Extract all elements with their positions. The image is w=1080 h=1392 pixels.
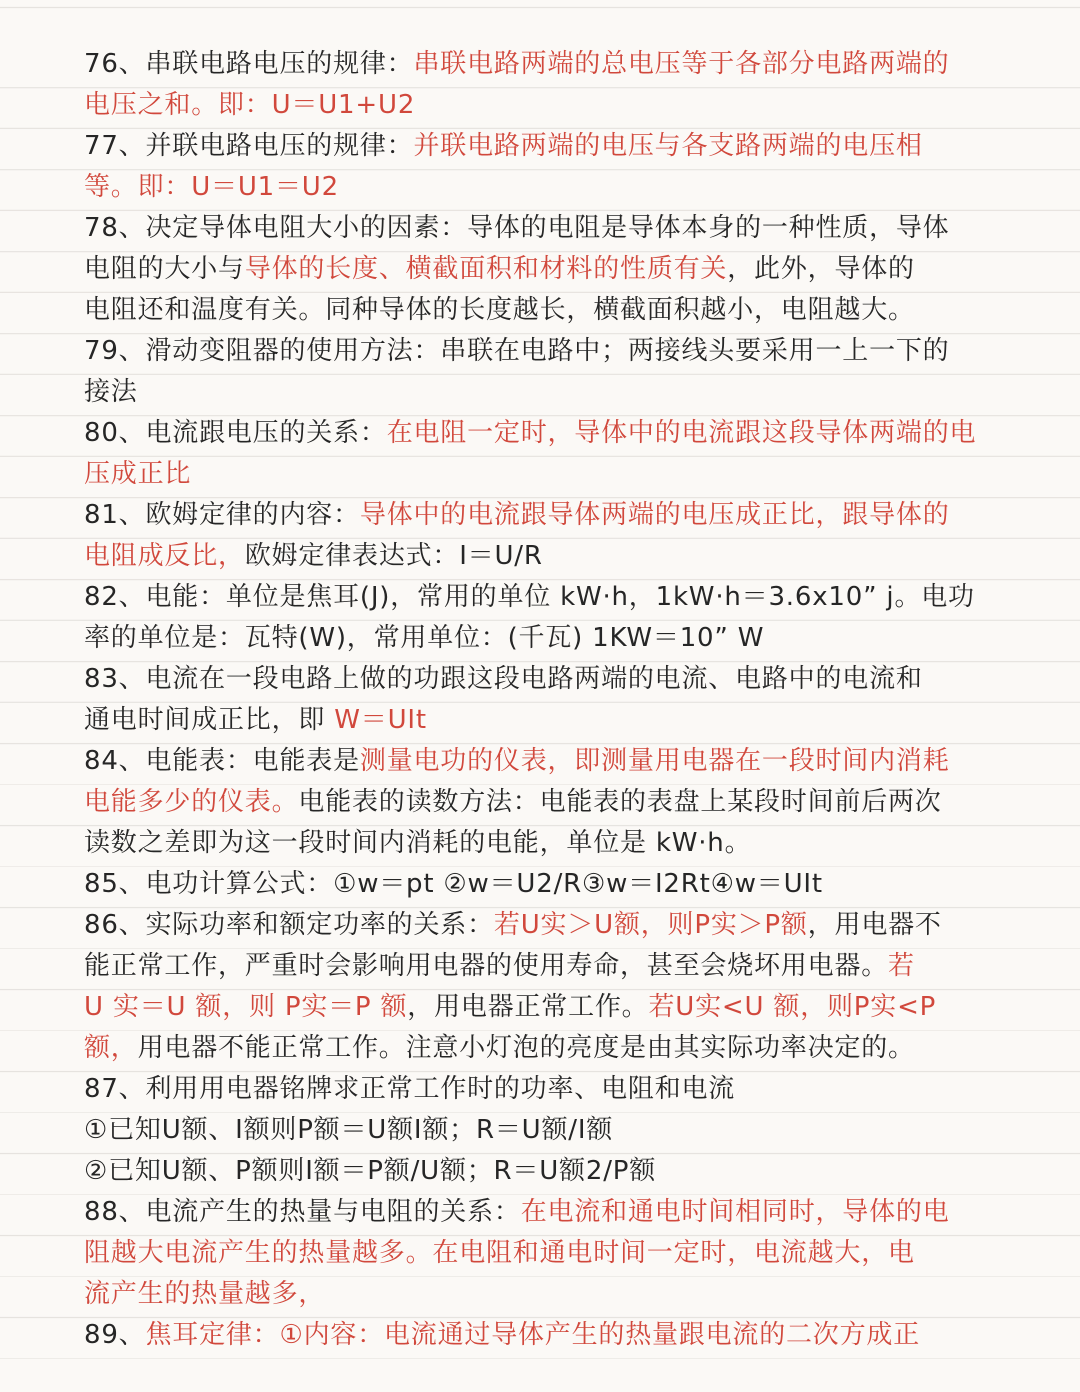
note-line [84,249,994,290]
highlighted-text: 阻越大电流产生的热量越多。在电阻和通电时间一定时，电流越大，电 [84,1238,915,1268]
highlighted-text: 若U实<U 额，则P实<P [648,992,937,1022]
note-text: 能正常工作，严重时会影响用电器的使用寿命，甚至会烧坏用电器。 [84,951,889,981]
note-text: 77、并联电路电压的规律： [84,131,414,161]
note-text: 84、电能表：电能表是 [84,746,360,776]
note-text: 电阻的大小与 [84,254,245,284]
note-text: 80、电流跟电压的关系： [84,418,387,448]
note-line [84,946,994,987]
note-text: 89、 [84,1320,146,1350]
highlighted-text: 导体的长度、横截面积和材料的性质有关 [244,254,728,284]
note-text: 86、实际功率和额定功率的关系： [84,910,494,940]
note-line [84,577,994,618]
note-line [84,905,994,946]
note-line [84,290,994,331]
highlighted-text: 电阻成反比， [84,541,245,571]
note-text: 79、滑动变阻器的使用方法：串联在电路中；两接线头要采用一上一下的 [84,336,950,366]
note-text: ，此外，导体的 [727,254,915,284]
note-text: ②已知U额、P额则I额＝P额/U额；R＝U额2/P额 [84,1156,657,1186]
note-text: 88、电流产生的热量与电阻的关系： [84,1197,521,1227]
note-line [84,331,994,372]
note-text: 78、决定导体电阻大小的因素：导体的电阻是导体本身的一种性质，导体 [84,213,950,243]
highlighted-text: 额， [84,1033,138,1063]
highlighted-text: 电压之和。即：U＝U1+U2 [84,90,416,120]
note-line [84,864,994,905]
highlighted-text: 焦耳定律：①内容：电流通过导体产生的热量跟电流的二次方成正 [145,1320,920,1350]
highlighted-text: 在电阻一定时，导体中的电流跟这段导体两端的电 [386,418,977,448]
note-text: 81、欧姆定律的内容： [84,500,360,530]
note-line [84,1315,994,1356]
highlighted-text: 导体中的电流跟导体两端的电压成正比，跟导体的 [359,500,950,530]
note-text: ，用电器不 [807,910,942,940]
note-text: 电阻还和温度有关。同种导体的长度越长，横截面积越小，电阻越大。 [84,295,915,325]
note-text: 76、串联电路电压的规律： [84,49,414,79]
note-line [84,536,994,577]
note-line [84,44,994,85]
note-text: 82、电能：单位是焦耳(J)，常用的单位 kW·h，1kW·h＝3.6x10” j。电功 [84,582,975,612]
note-line [84,372,994,413]
note-line [84,1192,994,1233]
highlighted-text: 电能多少的仪表。 [84,787,299,817]
note-line [84,126,994,167]
note-text: 读数之差即为这一段时间内消耗的电能，单位是 kW·h。 [84,828,752,858]
note-text: 83、电流在一段电路上做的功跟这段电路两端的电流、电路中的电流和 [84,664,923,694]
highlighted-text: 若U实＞U额，则P实＞P额 [493,910,808,940]
highlighted-text: 若 [888,951,915,981]
highlighted-text: U 实＝U 额，则 P实＝P 额 [84,992,408,1022]
note-line [84,454,994,495]
highlighted-text: 等。即：U＝U1＝U2 [84,172,339,202]
note-line [84,1069,994,1110]
note-line [84,659,994,700]
highlighted-text: 压成正比 [84,459,192,489]
highlighted-text: 串联电路两端的总电压等于各部分电路两端的 [413,49,950,79]
note-text: 欧姆定律表达式：I＝U/R [244,541,543,571]
note-text: 通电时间成正比，即 [84,705,335,735]
note-text: ，用电器正常工作。 [407,992,649,1022]
note-line [84,700,994,741]
highlighted-text: W＝UIt [334,705,427,735]
note-line [84,782,994,823]
note-line [84,741,994,782]
note-line [84,1274,994,1315]
note-text: 率的单位是：瓦特(W)，常用单位：(千瓦) 1KW＝10” W [84,623,765,653]
note-text: ①已知U额、I额则P额＝U额I额；R＝U额/I额 [84,1115,614,1145]
highlighted-text: 并联电路两端的电压与各支路两端的电压相 [413,131,923,161]
note-text: 87、利用用电器铭牌求正常工作时的功率、电阻和电流 [84,1074,736,1104]
note-text: 用电器不能正常工作。注意小灯泡的亮度是由其实际功率决定的。 [137,1033,915,1063]
note-line [84,618,994,659]
note-line [84,823,994,864]
note-line [84,1151,994,1192]
note-line [84,208,994,249]
note-line [84,1028,994,1069]
note-line [84,1110,994,1151]
note-line [84,167,994,208]
highlighted-text: 流产生的热量越多， [84,1279,326,1309]
note-line [84,413,994,454]
highlighted-text: 在电流和通电时间相同时，导体的电 [520,1197,950,1227]
highlighted-text: 测量电功的仪表，即测量用电器在一段时间内消耗 [359,746,950,776]
note-text: 85、电功计算公式：①w＝pt ②w＝U2/R③w＝I2Rt④w＝UIt [84,869,823,899]
note-text: 电能表的读数方法：电能表的表盘上某段时间前后两次 [298,787,942,817]
note-line [84,1233,994,1274]
note-line [84,85,994,126]
note-line [84,987,994,1028]
note-text: 接法 [84,377,138,407]
note-line [84,495,994,536]
